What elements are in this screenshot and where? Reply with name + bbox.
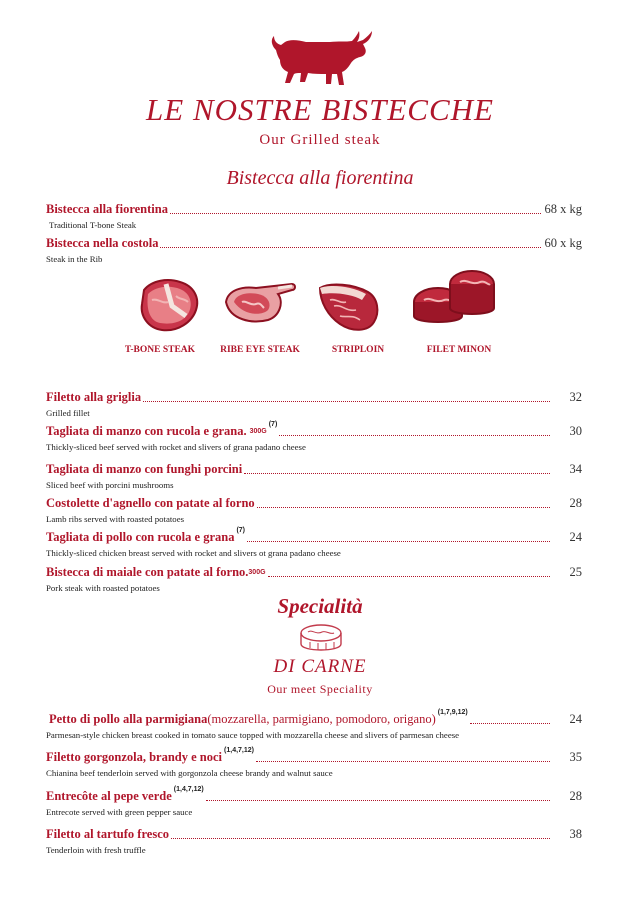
- menu-item: [46, 747, 582, 779]
- item-price: 25: [569, 565, 582, 579]
- menu-item: [46, 462, 582, 491]
- item-description: Lamb ribs served with roasted potatoes: [46, 514, 185, 524]
- rib-eye-steak-icon: [222, 280, 298, 328]
- menu-item: [46, 496, 582, 525]
- item-description: Steak in the Rib: [46, 254, 103, 264]
- item-price: 28: [569, 789, 582, 803]
- t-bone-steak-icon: [138, 276, 204, 336]
- item-name: Bistecca di maiale con patate al forno.: [46, 565, 249, 579]
- item-description: Sliced beef with porcini mushrooms: [46, 480, 174, 490]
- menu-item: [46, 709, 582, 741]
- menu-item: [46, 786, 582, 818]
- item-price: 34: [569, 462, 582, 476]
- meat-drawing-icon: [296, 622, 346, 654]
- item-name: Bistecca alla fiorentina: [46, 202, 168, 216]
- menu-item: [46, 236, 582, 265]
- item-price: 24: [569, 530, 582, 544]
- item-name: Filetto alla griglia: [46, 390, 142, 404]
- menu-item: [46, 390, 582, 419]
- item-description: Entrecote served with green pepper sauce: [46, 807, 193, 817]
- item-name: Filetto gorgonzola, brandy e noci: [46, 750, 223, 764]
- cut-label: RIBE EYE STEAK: [220, 345, 300, 355]
- page-title: LE NOSTRE BISTECCHE: [146, 92, 494, 127]
- item-name: Bistecca nella costola: [46, 236, 159, 250]
- item-name: Petto di pollo alla parmigiana: [49, 712, 208, 726]
- filet-mignon-icon: [410, 266, 500, 334]
- section-title: Bistecca alla fiorentina: [226, 167, 414, 189]
- cut-label: STRIPLOIN: [331, 345, 385, 355]
- item-price: 28: [569, 496, 582, 510]
- speciality-script-title: Specialità: [277, 594, 363, 618]
- item-description: Chianina beef tenderloin served with gorgonzola cheese brandy and walnut sauce: [46, 768, 333, 778]
- item-name: Costolette d'agnello con patate al forno: [46, 496, 255, 510]
- item-price: 35: [569, 750, 582, 764]
- item-name: Tagliata di pollo con rucola e grana: [46, 530, 235, 544]
- item-description: Thickly-sliced chicken breast served with rocket and slivers ot grana padano cheese: [46, 548, 341, 558]
- item-description: Pork steak with roasted potatoes: [46, 583, 160, 593]
- item-price: 30: [569, 424, 582, 438]
- page-subtitle: Our Grilled steak: [259, 132, 381, 148]
- item-name: Entrecôte al pepe verde: [46, 789, 172, 803]
- allergen-codes: (1,7,9,12): [437, 709, 468, 716]
- item-extra: (mozzarella, parmigiano, pomodoro, origano): [207, 712, 436, 726]
- item-weight: 300G: [249, 428, 267, 435]
- menu-item: [46, 202, 582, 231]
- menu-item: [46, 421, 582, 453]
- menu-item: [46, 565, 582, 594]
- bull-logo-icon: [268, 30, 374, 88]
- item-name: Tagliata di manzo con rucola e grana.: [46, 424, 247, 438]
- item-price: 38: [569, 827, 582, 841]
- item-description: Parmesan-style chicken breast cooked in tomato sauce topped with mozzarella cheese and slivers of parmesan cheese: [46, 730, 460, 740]
- item-price: 68 x kg: [544, 202, 582, 216]
- item-price: 24: [569, 712, 582, 726]
- striploin-icon: [316, 278, 382, 334]
- allergen-codes: (1,4,7,12): [224, 747, 254, 754]
- allergen-codes: (1,4,7,12): [173, 786, 204, 793]
- menu-item: [46, 527, 582, 559]
- speciality-subtitle: Our meet Speciality: [267, 682, 373, 696]
- allergen-codes: (7): [236, 527, 246, 534]
- item-description: Traditional T-bone Steak: [49, 220, 137, 230]
- item-price: 32: [569, 390, 582, 404]
- item-description: Grilled fillet: [46, 408, 90, 418]
- item-description: Thickly-sliced beef served with rocket and slivers of grana padano cheese: [46, 442, 306, 452]
- item-price: 60 x kg: [544, 236, 582, 250]
- item-name: Filetto al tartufo fresco: [46, 827, 169, 841]
- menu-item: [46, 827, 582, 856]
- allergen-codes: (7): [268, 421, 278, 428]
- cut-label: FILET MINON: [426, 345, 492, 355]
- cut-label: T-BONE STEAK: [124, 345, 196, 355]
- item-description: Tenderloin with fresh truffle: [46, 845, 146, 855]
- item-weight: 300G: [248, 569, 266, 576]
- speciality-title: DI CARNE: [273, 656, 367, 677]
- item-name: Tagliata di manzo con funghi porcini: [46, 462, 243, 476]
